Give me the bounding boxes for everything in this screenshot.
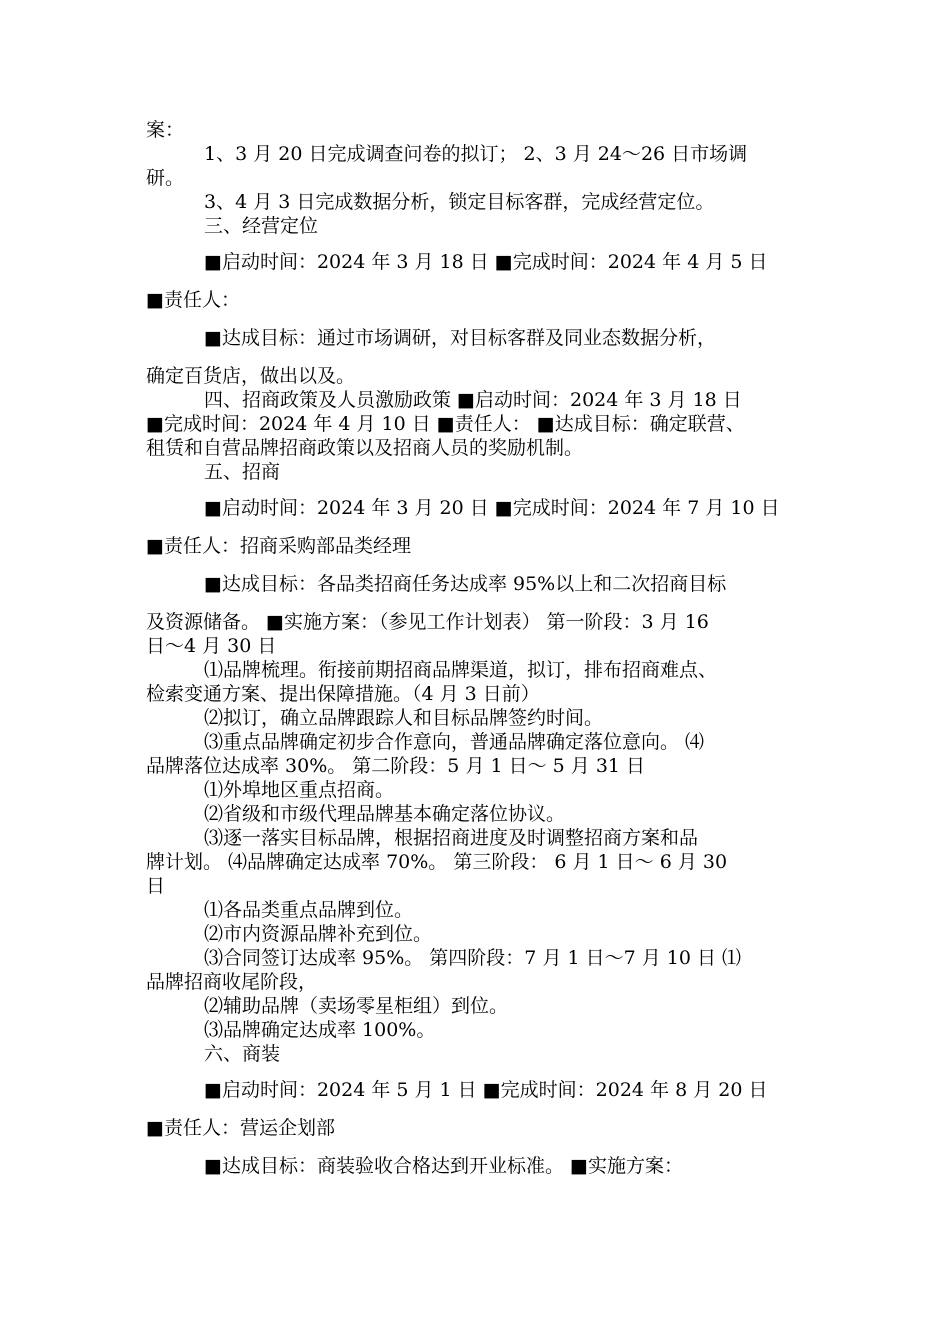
text-line: 品牌落位达成率 30%。 第二阶段：5 月 1 日～ 5 月 31 日 <box>146 755 646 777</box>
text-line: ■达成目标：通过市场调研，对目标客群及同业态数据分析， <box>204 327 716 349</box>
text-line: ⑴外埠地区重点招商。 <box>204 779 395 801</box>
text-line: 案： <box>146 119 185 141</box>
text-line: 研。 <box>146 167 185 189</box>
text-line: ⑵拟订，确立品牌跟踪人和目标品牌签约时间。 <box>204 707 604 729</box>
text-line: 3、4 月 3 日完成数据分析，锁定目标客群，完成经营定位。 <box>204 191 715 213</box>
text-line: 租赁和自营品牌招商政策以及招商人员的奖励机制。 <box>146 437 584 459</box>
text-line: ■启动时间：2024 年 3 月 20 日 ■完成时间：2024 年 7 月 10 日 <box>204 497 780 519</box>
section-heading: 三、经营定位 <box>204 215 319 237</box>
text-line: 确定百货店，做出以及。 <box>146 365 356 387</box>
text-line: ⑶重点品牌确定初步合作意向，普通品牌确定落位意向。 ⑷ <box>204 731 705 753</box>
text-line: 日 <box>146 875 166 897</box>
text-line: 及资源储备。 ■实施方案：（参见工作计划表） 第一阶段：3 月 16 <box>146 611 709 633</box>
section-heading: 六、商装 <box>204 1043 281 1065</box>
text-line: 1、3 月 20 日完成调查问卷的拟订； 2、3 月 24～26 日市场调 <box>204 143 748 165</box>
text-line: ■责任人：营运企划部 <box>146 1117 335 1139</box>
text-line: 品牌招商收尾阶段， <box>146 971 318 993</box>
document-page <box>146 118 806 1178</box>
text-line: ⑵省级和市级代理品牌基本确定落位协议。 <box>204 803 566 825</box>
section-heading: 五、招商 <box>204 461 281 483</box>
text-line: ■达成目标：各品类招商任务达成率 95%以上和二次招商目标 <box>204 573 727 595</box>
text-line: ■达成目标：商装验收合格达到开业标准。 ■实施方案： <box>204 1155 683 1177</box>
text-line: ■责任人： <box>146 289 240 311</box>
section-heading: 四、招商政策及人员激励政策 ■启动时间：2024 年 3 月 18 日 <box>204 389 742 411</box>
text-line: 检索变通方案、提出保障措施。（4 月 3 日前） <box>146 683 540 705</box>
text-line: ■完成时间：2024 年 4 月 10 日 ■责任人： ■达成目标：确定联营、 <box>146 413 745 435</box>
text-line: ⑶逐一落实目标品牌，根据招商进度及时调整招商方案和品 <box>204 827 699 849</box>
text-line: ■启动时间：2024 年 5 月 1 日 ■完成时间：2024 年 8 月 20 日 <box>204 1079 768 1101</box>
text-line: ⑴品牌梳理。衔接前期招商品牌渠道，拟订，排布招商难点、 <box>204 659 718 681</box>
text-line: ■启动时间：2024 年 3 月 18 日 ■完成时间：2024 年 4 月 5 日 <box>204 251 768 273</box>
text-line: ■责任人：招商采购部品类经理 <box>146 535 411 557</box>
text-line: ⑵辅助品牌（卖场零星柜组）到位。 <box>204 995 509 1017</box>
text-line: 牌计划。 ⑷品牌确定达成率 70%。 第三阶段： 6 月 1 日～ 6 月 30 <box>146 851 728 873</box>
text-line: 日～4 月 30 日 <box>146 635 277 657</box>
text-line: ⑶合同签订达成率 95%。 第四阶段：7 月 1 日～7 月 10 日 ⑴ <box>204 947 742 969</box>
text-line: ⑴各品类重点品牌到位。 <box>204 899 414 921</box>
text-line: ⑵市内资源品牌补充到位。 <box>204 923 433 945</box>
text-line: ⑶品牌确定达成率 100%。 <box>204 1019 436 1041</box>
